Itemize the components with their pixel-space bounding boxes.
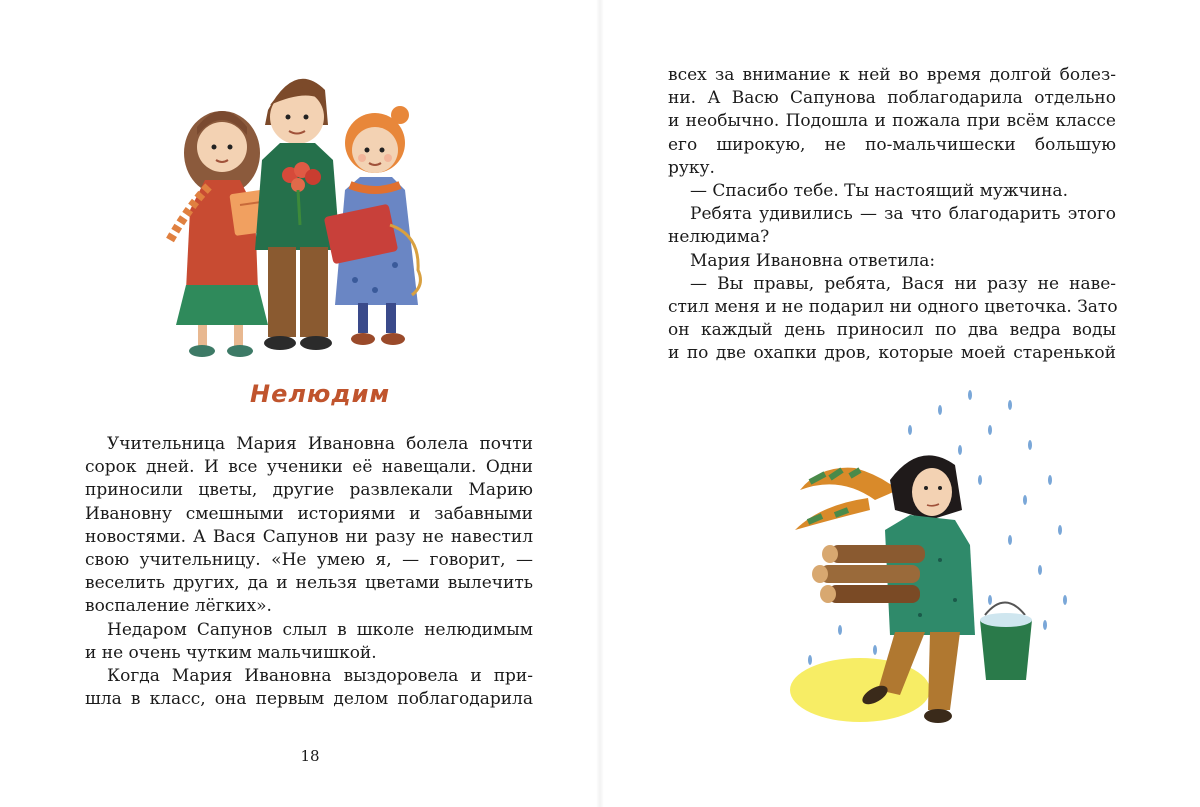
right-page: [600, 0, 1200, 807]
text-line: — Спасибо тебе. Ты настоящий мужчина.: [690, 181, 1068, 202]
text-line: приносили цветы, другие развлекали Марию: [85, 480, 533, 501]
text-line: сорок дней. И все ученики её навещали. Одни: [85, 457, 533, 478]
children-with-gifts-illustration: [150, 35, 440, 365]
text-line: шла в класс, она первым делом поблагодарила: [85, 689, 533, 710]
text-line: руку.: [668, 157, 715, 178]
text-line: новостями. А Вася Сапунов ни разу не навестил: [85, 526, 533, 547]
paragraph: [668, 203, 1116, 249]
girl-right-figure: [324, 106, 421, 345]
page-number: 18: [300, 747, 320, 765]
text-line: воспаление лёгких».: [85, 596, 272, 617]
paragraph: [668, 250, 1116, 273]
right-page-text: [668, 64, 1116, 366]
text-line: Когда Мария Ивановна выздоровела и при-: [107, 666, 533, 687]
paragraph: [668, 180, 1116, 203]
text-line: свою учительницу. «Не умею я, — говорит, —: [85, 550, 533, 571]
text-line: и по две охапки дров, которые моей старенькой: [668, 343, 1116, 364]
paragraph: [85, 433, 533, 619]
text-line: Недаром Сапунов слыл в школе нелюдимым: [107, 619, 533, 640]
text-line: Ребята удивились — за что благодарить этого: [690, 204, 1116, 225]
paragraph: [85, 619, 533, 665]
text-line: стил меня и не подарил ни одного цветочка. Зато: [668, 297, 1118, 318]
firewood-bundle: [812, 545, 925, 603]
text-line: Ивановну смешными историями и забавными: [85, 503, 533, 524]
text-line: и необычно. Подошла и пожала при всём классе: [668, 111, 1116, 132]
left-page-text: [85, 433, 533, 711]
text-line: веселить других, да и нельзя цветами вылечить: [85, 573, 533, 594]
chapter-title: Нелюдим: [250, 380, 391, 408]
text-line: он каждый день приносил по два ведра воды: [668, 320, 1116, 341]
text-line: всех за внимание к ней во время долгой болез-: [668, 65, 1116, 85]
text-line: нелюдима?: [668, 227, 770, 248]
boy-carrying-firewood-illustration: [780, 370, 1180, 750]
text-line: — Вы правы, ребята, Вася ни разу не наве-: [690, 273, 1116, 294]
paragraph: [668, 273, 1116, 366]
boy-middle-figure: [255, 79, 340, 350]
text-line: и не очень чутким мальчишкой.: [85, 642, 377, 663]
bucket: [980, 603, 1032, 681]
text-line: ни. А Васю Сапунова поблагодарила отдельно: [668, 88, 1116, 109]
text-line: его широкую, не по-мальчишески большую: [668, 134, 1116, 155]
text-line: Учительница Мария Ивановна болела почти: [107, 434, 533, 454]
paragraph: [668, 64, 1116, 180]
text-line: Мария Ивановна ответила:: [690, 250, 936, 271]
paragraph: [85, 665, 533, 711]
